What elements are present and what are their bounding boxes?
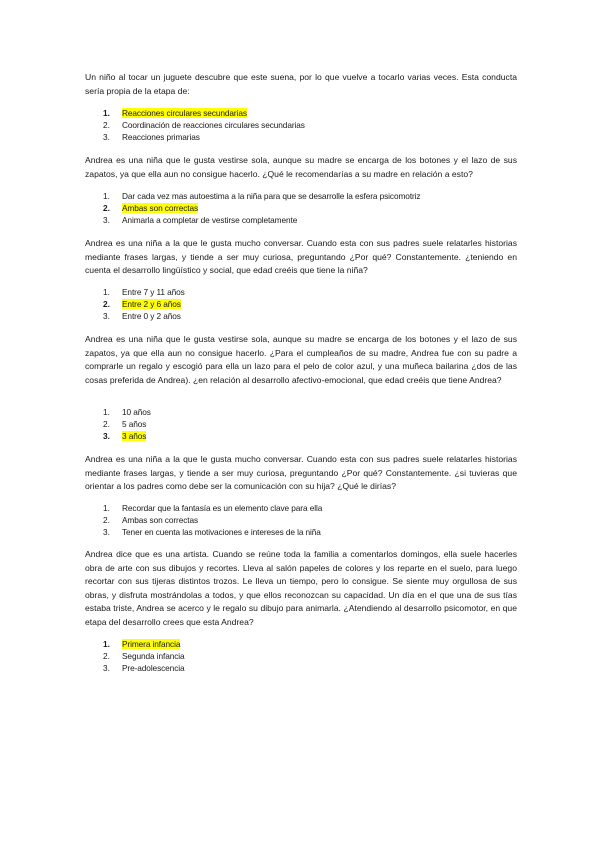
answer-text: Reacciones primarias — [122, 132, 200, 143]
answer-list — [85, 286, 185, 323]
answer-number: 3. — [103, 431, 110, 442]
answer-item — [85, 119, 305, 131]
answer-text: Reacciones circulares secundarias — [122, 108, 247, 118]
answer-list — [85, 638, 185, 675]
answer-text: Segunda infancia — [122, 651, 185, 662]
answer-text: Entre 2 y 6 años — [122, 299, 181, 310]
answer-number: 3. — [103, 132, 110, 143]
answer-number: 2. — [103, 203, 110, 214]
answer-number: 1. — [103, 407, 110, 417]
question-text: Andrea es una niña que le gusta vestirse sola, aunque su madre se encarga de los botones y el lazo de sus zapatos, ya que ella aun no consigue hacerlo. ¿Qué le recomendarías a su madre en relación a esto? — [85, 155, 517, 179]
answer-item — [85, 214, 420, 226]
answer-number: 3. — [103, 663, 110, 674]
answer-text: Ambas son correctas — [122, 203, 199, 214]
answer-item — [85, 638, 185, 650]
answer-item — [85, 310, 185, 322]
answer-item — [85, 430, 151, 442]
answer-item — [85, 650, 185, 662]
question-text: Andrea es una niña a la que le gusta mucho conversar. Cuando esta con sus padres suele relatarles historias mediante frases largas, y tiende a ser muy curiosa, preguntando ¿Por qué? Constantemente. ¿si tuvieras que orientar a los padres como debe ser la comunicación con su hija? ¿Qué le dirías? — [85, 454, 517, 491]
answer-number: 2. — [103, 299, 110, 310]
answer-text: Entre 0 y 2 años — [122, 311, 181, 322]
answer-number: 3. — [103, 215, 110, 226]
answer-text: Animarla a completar de vestirse completamente — [122, 215, 298, 226]
answer-text: Tener en cuenta las motivaciones e intereses de la niña — [122, 527, 321, 538]
answer-text: Ambas son correctas — [122, 515, 199, 526]
answer-text: Dar cada vez mas autoestima a la niña para que se desarrolle la esfera psicomotriz — [122, 191, 421, 201]
answer-number: 3. — [103, 527, 110, 538]
answer-number: 1. — [103, 108, 110, 118]
answer-text: Entre 7 y 11 años — [122, 287, 185, 297]
answer-number: 2. — [103, 419, 110, 430]
question-text: Andrea es una niña a la que le gusta mucho conversar. Cuando esta con sus padres suele relatarles historias mediante frases largas, y tiende a ser muy curiosa, preguntando ¿Por qué? Constantemente. ¿teniendo en cuenta el desarrollo lingüístico y social, que edad creéis que tiene la niña? — [85, 238, 517, 275]
answer-item — [85, 131, 305, 143]
answer-text: Recordar que la fantasía es un elemento clave para ella — [122, 503, 323, 513]
answer-list — [85, 190, 420, 227]
answer-number: 1. — [103, 287, 110, 297]
answer-list — [85, 107, 305, 144]
question-text: Un niño al tocar un juguete descubre que este suena, por lo que vuelve a tocarlo varias veces. Esta conducta sería propia de la etapa de: — [85, 72, 517, 96]
answer-item — [85, 107, 305, 119]
answer-text: Pre-adolescencia — [122, 663, 185, 674]
answer-item — [85, 406, 151, 418]
answer-item — [85, 662, 185, 674]
answer-item — [85, 526, 322, 538]
question-text: Andrea dice que es una artista. Cuando se reúne toda la familia a comentarlos domingos, ella suele hacerles obra de arte con sus dibujos y recortes. Lleva al salón papeles de colores y los reparte en el suelo, para luego recortar con sus tijeras distintos trozos. Le lleva un tiempo, pero lo consigue. Se siente muy orgullosa de sus obras, y disfruta mostrándolas a todos, y que ellos reconozcan su capacidad. Un día en el que una de sus tías estaba triste, Andrea se acerco y le regalo su dibujo para animarla. ¿Atendiendo al desarrollo psicomotor, en que etapa del desarrollo crees que esta Andrea? — [85, 549, 517, 627]
answer-item — [85, 202, 420, 214]
answer-item — [85, 190, 420, 202]
question-text: Andrea es una niña que le gusta vestirse sola, aunque su madre se encarga de los botones y el lazo de sus zapatos, ya que ella aun no consigue hacerlo. ¿Para el cumpleaños de su madre, Andrea fue con su padre a comprarle un regalo y escogió para ella un lazo para el pelo de color azul, y una muñeca bailarina ¿dos de las cosas preferida de Andrea). ¿en relación al desarrollo afectivo-emocional, que edad creéis que tiene Andrea? — [85, 334, 517, 385]
answer-list — [85, 406, 151, 443]
answer-text: 5 años — [122, 419, 147, 430]
answer-text: 10 años — [122, 407, 151, 417]
answer-item — [85, 298, 185, 310]
answer-text: 3 años — [122, 431, 147, 442]
answer-number: 2. — [103, 651, 110, 662]
answer-number: 2. — [103, 120, 110, 131]
answer-number: 3. — [103, 311, 110, 322]
answer-text: Primera infancia — [122, 639, 181, 649]
answer-item — [85, 286, 185, 298]
answer-number: 1. — [103, 191, 110, 201]
answer-item — [85, 418, 151, 430]
answer-number: 1. — [103, 639, 110, 649]
answer-text: Coordinación de reacciones circulares secundarias — [122, 120, 305, 131]
answer-number: 1. — [103, 503, 110, 513]
answer-item — [85, 502, 322, 514]
answer-number: 2. — [103, 515, 110, 526]
answer-list — [85, 502, 322, 539]
answer-item — [85, 514, 322, 526]
